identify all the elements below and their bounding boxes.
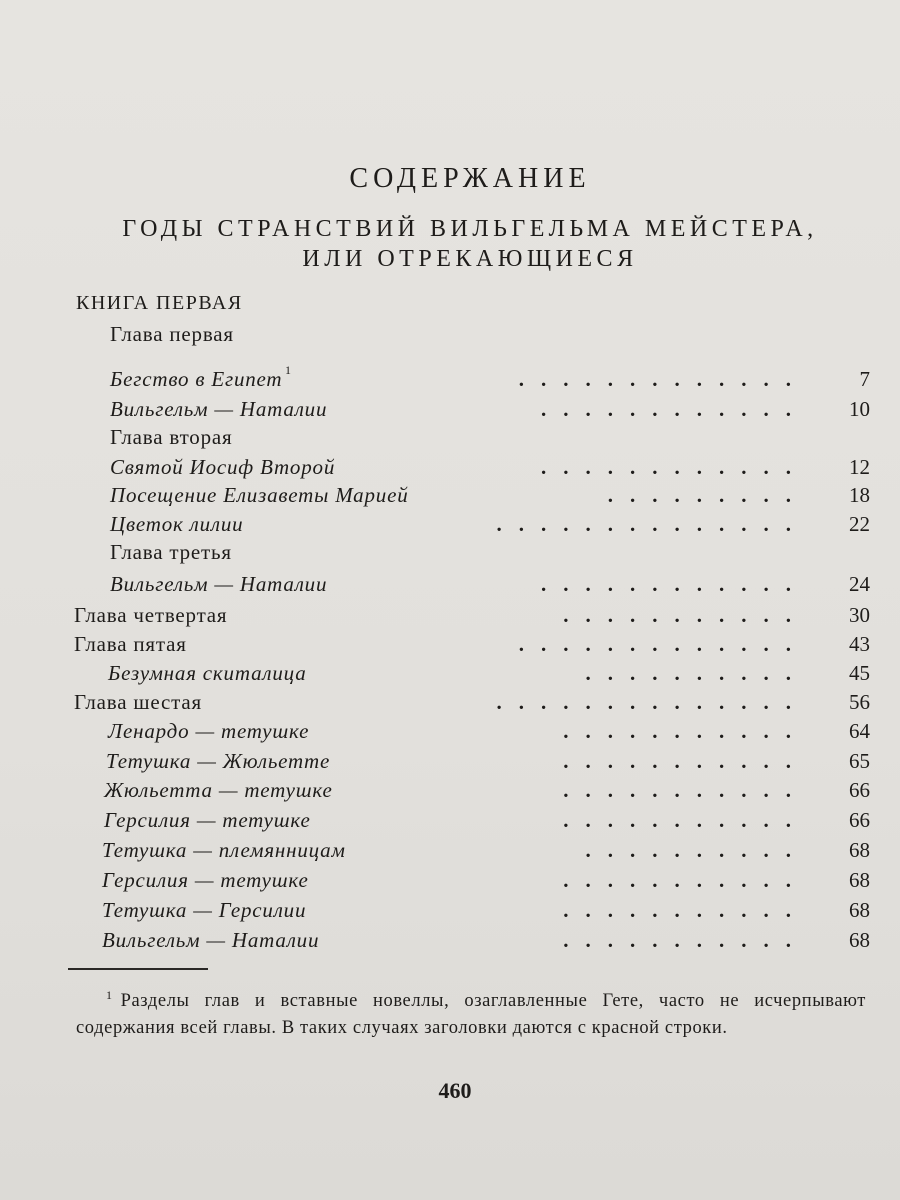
toc-label: Герсилия — тетушке xyxy=(104,808,311,832)
toc-entry-row[interactable] xyxy=(0,898,900,928)
footnote-rule xyxy=(68,968,208,970)
book-label: КНИГА ПЕРВАЯ xyxy=(76,292,243,314)
leader-dots: ............. xyxy=(518,367,808,391)
toc-page-number: 10 xyxy=(849,397,870,421)
toc-label: Тетушка — Герсилии xyxy=(102,898,307,922)
toc-page-number: 7 xyxy=(859,367,870,391)
toc-entry-row[interactable] xyxy=(0,778,900,808)
contents-heading: СОДЕРЖАНИЕ xyxy=(349,163,591,194)
leader-dots: ............ xyxy=(541,397,808,421)
toc-entry-row[interactable] xyxy=(0,808,900,838)
leader-dots: .......... xyxy=(585,661,808,685)
footnote-text: Разделы глав и вставные новеллы, озаглавленные Гете, часто не исчерпывают содержания всей главы. В таких случаях заголовки даются с красной строки. xyxy=(76,991,866,1039)
toc-page-number: 66 xyxy=(849,808,870,832)
toc-entry-row[interactable] xyxy=(0,749,900,779)
toc-label: Тетушка — Жюльетте xyxy=(106,749,331,773)
toc-label: Глава шестая xyxy=(74,690,202,714)
footnote xyxy=(76,982,866,1042)
toc-chapter-row[interactable] xyxy=(0,322,900,352)
toc-entry-row[interactable] xyxy=(0,363,900,397)
toc-entry-row[interactable] xyxy=(0,572,900,602)
leader-dots: ........... xyxy=(563,778,808,802)
toc-label: Глава третья xyxy=(110,540,232,564)
leader-dots: ........... xyxy=(563,898,808,922)
toc-chapter-row[interactable] xyxy=(0,603,900,633)
leader-dots: ........... xyxy=(563,719,808,743)
leader-dots: .......... xyxy=(585,838,808,862)
toc-page-number: 68 xyxy=(849,838,870,862)
toc-label: Вильгельм — Наталии xyxy=(110,397,328,421)
leader-dots: ............ xyxy=(541,572,808,596)
toc-label: Бегство в Египет xyxy=(110,367,283,391)
toc-entry-row[interactable] xyxy=(0,868,900,898)
toc-page-number: 43 xyxy=(849,632,870,656)
toc-label: Вильгельм — Наталии xyxy=(110,572,328,596)
toc-label: Вильгельм — Наталии xyxy=(102,928,320,952)
toc-entry-row[interactable] xyxy=(0,455,900,485)
toc-page-number: 18 xyxy=(849,483,870,507)
leader-dots: ........... xyxy=(563,603,808,627)
toc-chapter-row[interactable] xyxy=(0,425,900,455)
toc-page-number: 24 xyxy=(849,572,870,596)
leader-dots: .............. xyxy=(496,512,808,536)
toc-page-number: 68 xyxy=(849,868,870,892)
toc-label: Безумная скиталица xyxy=(108,661,307,685)
leader-dots: ........... xyxy=(563,808,808,832)
toc-page-number: 65 xyxy=(849,749,870,773)
toc-entry-row[interactable] xyxy=(0,483,900,513)
leader-dots: ............. xyxy=(518,632,808,656)
toc-label: Глава четвертая xyxy=(74,603,228,627)
toc-page-number: 64 xyxy=(849,719,870,743)
footnote-ref: 1 xyxy=(285,363,291,377)
leader-dots: ........... xyxy=(563,868,808,892)
page-number: 460 xyxy=(438,1078,472,1103)
toc-label: Посещение Елизаветы Марией xyxy=(110,483,409,507)
toc-chapter-row[interactable] xyxy=(0,540,900,570)
toc-entry-row[interactable] xyxy=(0,512,900,542)
toc-page-number: 30 xyxy=(849,603,870,627)
toc-page-number: 22 xyxy=(849,512,870,536)
toc-entry-row[interactable] xyxy=(0,928,900,958)
leader-dots: .............. xyxy=(496,690,808,714)
work-title-line-1: ГОДЫ СТРАНСТВИЙ ВИЛЬГЕЛЬМА МЕЙСТЕРА, xyxy=(122,216,818,242)
toc-entry-row[interactable] xyxy=(0,719,900,749)
toc-label: Ленардо — тетушке xyxy=(108,719,310,743)
toc-label: Тетушка — племянницам xyxy=(102,838,346,862)
toc-page-number: 45 xyxy=(849,661,870,685)
toc-label: Герсилия — тетушке xyxy=(102,868,309,892)
toc-page-number: 68 xyxy=(849,898,870,922)
toc-chapter-row[interactable] xyxy=(0,690,900,720)
leader-dots: ........... xyxy=(563,928,808,952)
toc-label: Жюльетта — тетушке xyxy=(104,778,333,802)
toc-page-number: 66 xyxy=(849,778,870,802)
toc-page-number: 68 xyxy=(849,928,870,952)
leader-dots: ......... xyxy=(607,483,808,507)
toc-label: Святой Иосиф Второй xyxy=(110,455,336,479)
toc-label: Глава первая xyxy=(110,322,234,346)
toc-chapter-row[interactable] xyxy=(0,632,900,662)
toc-label: Глава пятая xyxy=(74,632,187,656)
leader-dots: ........... xyxy=(563,749,808,773)
toc-entry-row[interactable] xyxy=(0,397,900,427)
toc-label: Цветок лилии xyxy=(110,512,244,536)
toc-page-number: 12 xyxy=(849,455,870,479)
toc-entry-row[interactable] xyxy=(0,661,900,691)
toc-page-number: 56 xyxy=(849,690,870,714)
toc-entry-row[interactable] xyxy=(0,838,900,868)
toc-label: Глава вторая xyxy=(110,425,233,449)
leader-dots: ............ xyxy=(541,455,808,479)
work-title-line-2: ИЛИ ОТРЕКАЮЩИЕСЯ xyxy=(302,246,638,272)
footnote-mark: 1 xyxy=(106,988,113,1002)
